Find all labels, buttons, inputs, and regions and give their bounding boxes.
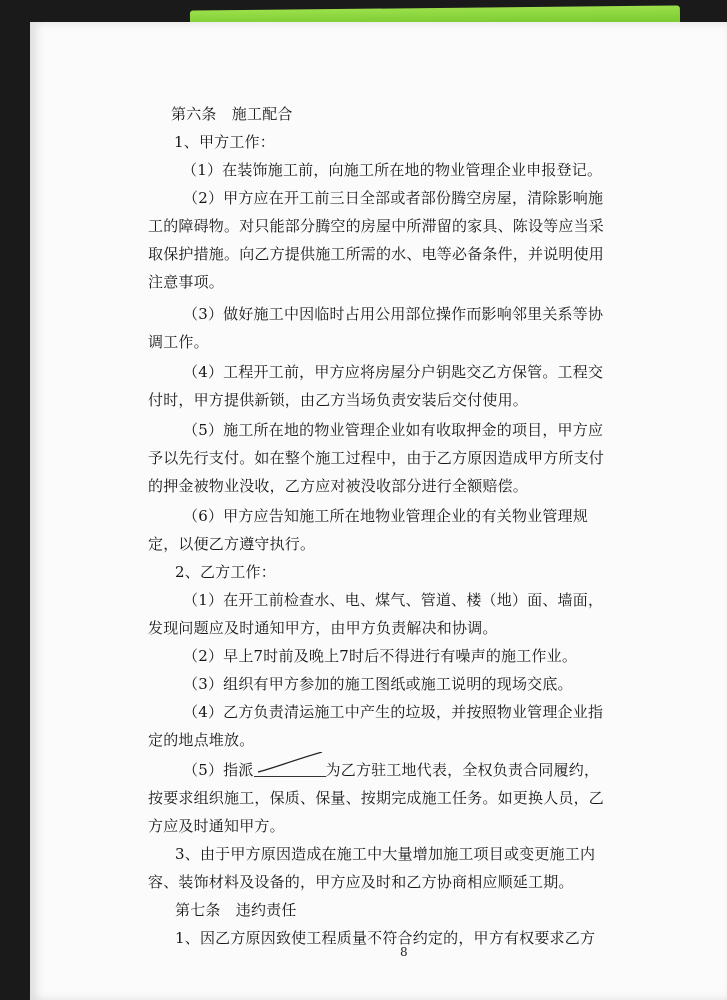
text-line: （4）乙方负责清运施工中产生的垃圾，并按照物业管理企业指 — [183, 703, 604, 721]
document-page — [30, 22, 727, 1000]
section-heading-6: 第六条 施工配合 — [171, 105, 293, 123]
text-line: （3）做好施工中因临时占用公用部位操作而影响邻里关系等协 — [183, 305, 604, 323]
text-line: 容、装饰材料及设备的，甲方应及时和乙方协商相应顺延工期。 — [148, 873, 574, 891]
text-line: 注意事项。 — [148, 273, 225, 291]
text-line: 1、因乙方原因致使工程质量不符合约定的，甲方有权要求乙方 — [175, 929, 596, 947]
text-line: （2）甲方应在开工前三日全部或者部份腾空房屋，清除影响施 — [183, 189, 604, 207]
signature-blank — [254, 760, 326, 777]
text-line: 发现问题应及时通知甲方，由甲方负责解决和协调。 — [148, 619, 498, 637]
text-line: （2）早上7时前及晚上7时后不得进行有噪声的施工作业。 — [183, 647, 578, 665]
page-number: 8 — [400, 945, 408, 959]
text-line: 3、由于甲方原因造成在施工中大量增加施工项目或变更施工内 — [175, 845, 596, 863]
text-line: （1）在开工前检查水、电、煤气、管道、楼（地）面、墙面， — [183, 591, 604, 609]
text-line: 定，以便乙方遵守执行。 — [148, 535, 316, 553]
assign-rest: 为乙方驻工地代表，全权负责合同履约， — [325, 761, 600, 779]
text-line: 1、甲方工作： — [174, 133, 275, 151]
assign-line — [183, 760, 599, 780]
text-line: 方应及时通知甲方。 — [148, 817, 285, 835]
assign-prefix: （5）指派 — [183, 761, 254, 779]
text-line: 调工作。 — [148, 333, 209, 351]
text-line: （1）在装饰施工前，向施工所在地的物业管理企业申报登记。 — [182, 161, 603, 179]
text-line: 定的地点堆放。 — [148, 731, 255, 749]
text-line: 付时，甲方提供新锁，由乙方当场负责安装后交付使用。 — [148, 391, 529, 409]
text-line: 2、乙方工作： — [175, 563, 276, 581]
text-line: （4）工程开工前，甲方应将房屋分户钥匙交乙方保管。工程交 — [183, 363, 604, 381]
text-line: 的押金被物业没收，乙方应对被没收部分进行全额赔偿。 — [148, 477, 529, 495]
text-line: 工的障碍物。对只能部分腾空的房屋中所滞留的家具、陈设等应当采 — [148, 217, 605, 235]
text-line: （3）组织有甲方参加的施工图纸或施工说明的现场交底。 — [183, 675, 573, 693]
text-line: 按要求组织施工，保质、保量、按期完成施工任务。如更换人员，乙 — [148, 789, 605, 807]
text-line: 取保护措施。向乙方提供施工所需的水、电等必备条件，并说明使用 — [148, 245, 605, 263]
text-line: 予以先行支付。如在整个施工过程中，由于乙方原因造成甲方所支付 — [148, 449, 605, 467]
section-heading-7: 第七条 违约责任 — [175, 901, 297, 919]
text-line: （6）甲方应告知施工所在地物业管理企业的有关物业管理规 — [183, 507, 588, 525]
text-line: （5）施工所在地的物业管理企业如有收取押金的项目，甲方应 — [183, 421, 604, 439]
